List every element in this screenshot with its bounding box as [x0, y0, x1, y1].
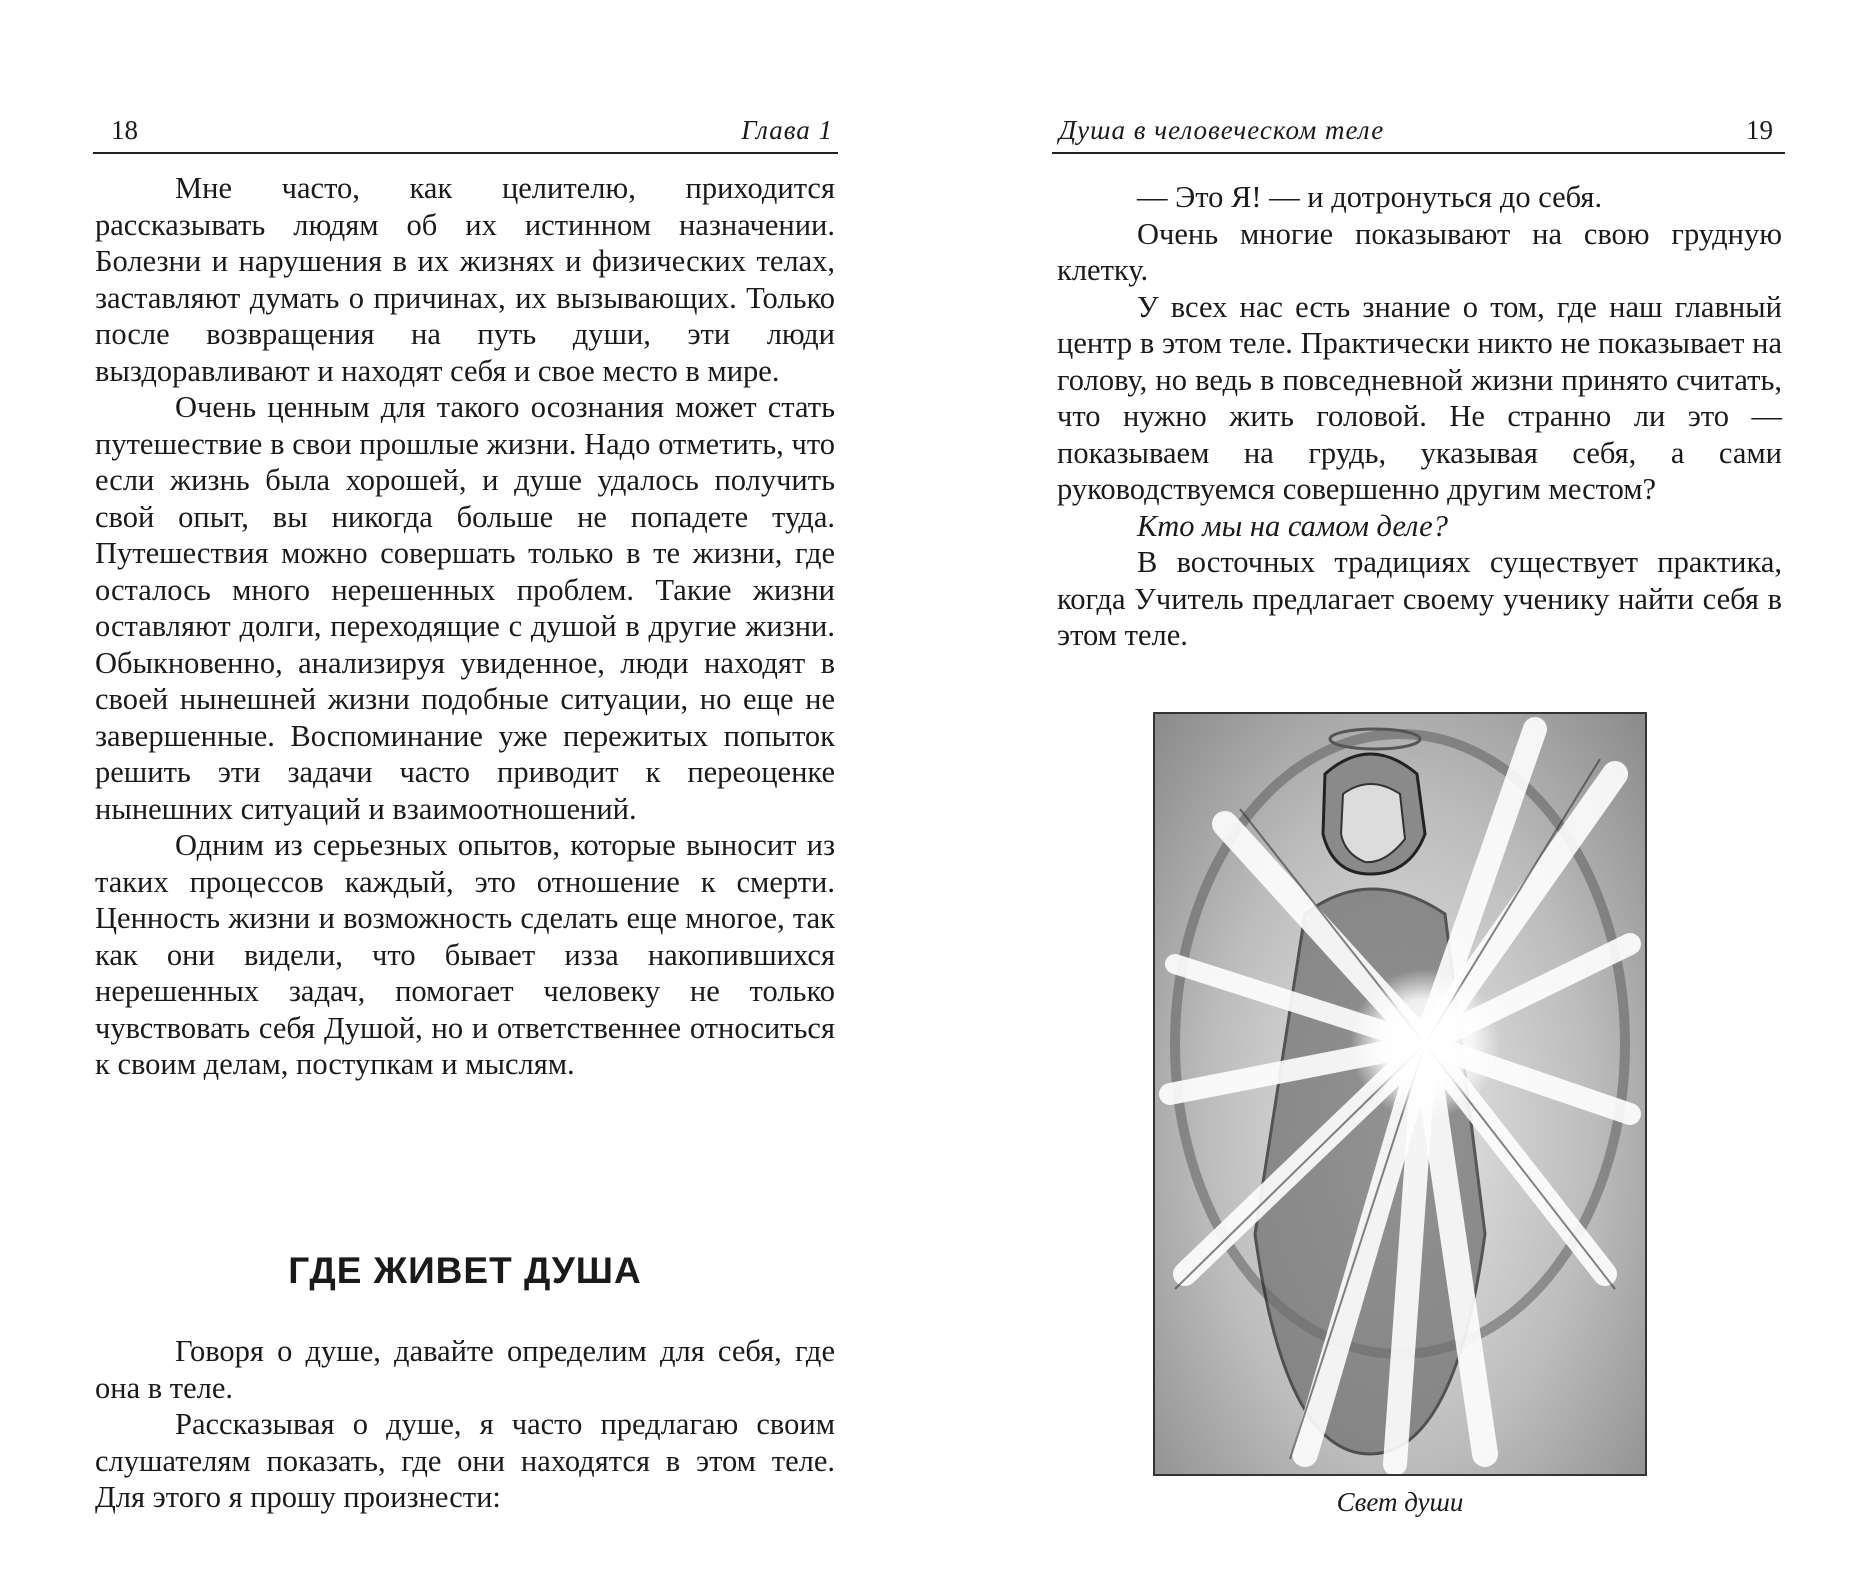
light-burst — [1350, 969, 1500, 1119]
right-page-number: 19 — [1746, 115, 1773, 145]
illustration-svg — [1155, 714, 1645, 1474]
right-running-head — [1052, 112, 1785, 154]
left-page — [0, 0, 937, 1573]
figure-with-light-rays-icon — [1153, 712, 1647, 1476]
paragraph: Говоря о душе, давайте определим для себя, где она в теле. — [95, 1334, 835, 1405]
left-running-head — [93, 112, 838, 154]
figure-caption: Свет души — [1336, 1487, 1464, 1517]
left-section-text — [95, 1333, 835, 1516]
paragraph: В восточных традициях существует практика, когда Учитель предлагает своему ученику найти себя в этом теле. — [1057, 545, 1782, 652]
right-section-title: Душа в человеческом теле — [1059, 115, 1385, 145]
paragraph: — Это Я! — и дотронуться до себя. — [1137, 180, 1603, 214]
right-page — [937, 0, 1875, 1573]
paragraph: Мне часто, как целителю, приходится рассказывать людям об их истинном назначении. Болезни и нарушения в их жизнях и физических телах, заставляют думать о причинах, их вызывающих. Только после возвращения на путь души, эти люди выздоравливают и находят себя и свое место в мире. — [95, 171, 835, 388]
right-body-text — [1057, 179, 1782, 654]
paragraph: У всех нас есть знание о том, где наш главный центр в этом теле. Практически никто не показывает на голову, но ведь в повседневной жизни принято считать, что нужно жить головой. Не странно ли это — показываем на грудь, указывая себя, а сами руководствуемся совершенно другим местом? — [1057, 289, 1782, 506]
italic-question: Кто мы на самом деле? — [1137, 508, 1448, 543]
face — [1341, 784, 1405, 862]
left-chapter-title: Глава 1 — [741, 115, 833, 145]
section-heading: ГДЕ ЖИВЕТ ДУША — [288, 1250, 642, 1291]
paragraph: Рассказывая о душе, я часто предлагаю своим слушателям показать, где они находятся в этом теле. Для этого я прошу произнести: — [95, 1407, 835, 1514]
paragraph: Очень многие показывают на свою грудную клетку. — [1057, 216, 1782, 287]
paragraph: Очень ценным для такого осознания может стать путешествие в свои прошлые жизни. Надо отметить, что если жизнь была хорошей, и душе удалось получить свой опыт, вы никогда больше не попадете туда. Путешествия можно совершать только в те жизни, где осталось много нерешенных проблем. Такие жизни оставляют долги, переходящие с душой в другие жизни. Обыкновенно, анализируя увиденное, люди находят в своей нынешней жизни подобные ситуации, но еще не завершенные. Воспоминание уже пережитых попыток решить эти задачи часто приводит к переоценке нынешних ситуаций и взаимоотношений. — [95, 390, 835, 826]
left-body-text — [95, 170, 835, 1083]
paragraph: Одним из серьезных опытов, которые выносит из таких процессов каждый, это отношение к смерти. Ценность жизни и возможность сделать еще многое, так как они видели, что бывает изза накопившихся нерешенных задач, помогает человеку не только чувствовать себя Душой, но и ответственнее относиться к своим делам, поступкам и мыслям. — [95, 828, 835, 1081]
left-page-number: 18 — [111, 115, 138, 145]
